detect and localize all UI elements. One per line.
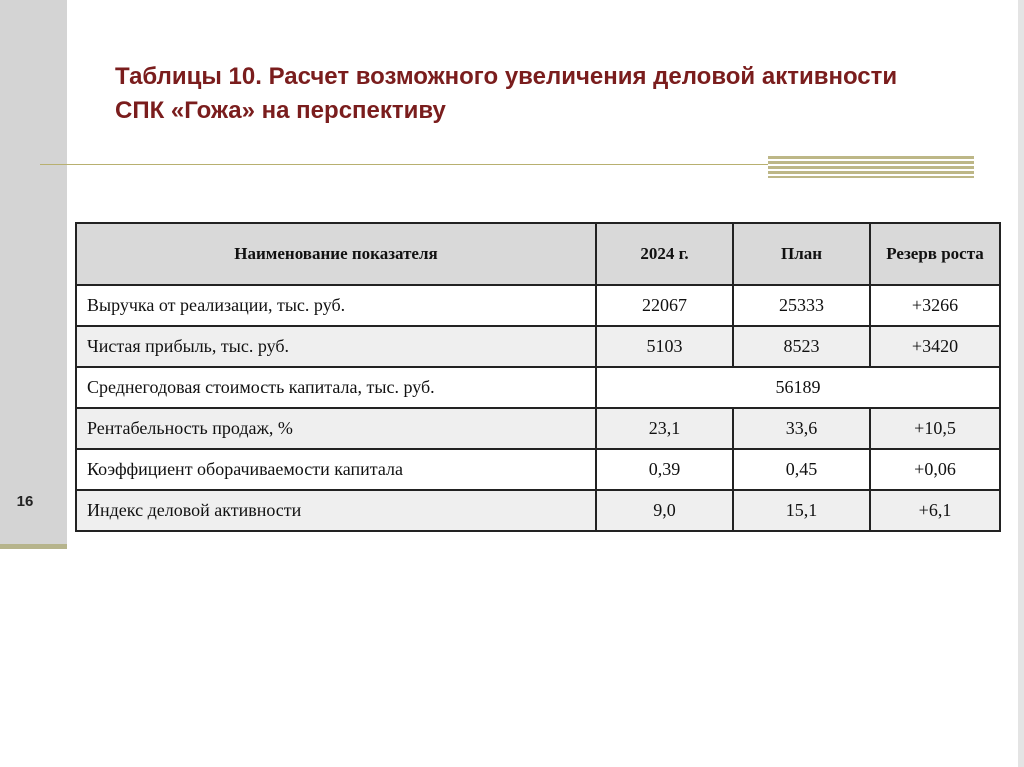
indicators-table [75,222,1001,532]
row-value-plan: 15,1 [733,490,870,531]
table-row [76,367,1000,408]
row-value-2024: 23,1 [596,408,733,449]
table-row [76,408,1000,449]
row-name: Рентабельность продаж, % [76,408,596,449]
row-value-2024: 5103 [596,326,733,367]
row-name: Индекс деловой активности [76,490,596,531]
row-name: Выручка от реализации, тыс. руб. [76,285,596,326]
row-value-2024: 22067 [596,285,733,326]
header-growth-reserve: Резерв роста [870,223,1000,285]
table-row [76,326,1000,367]
row-value-plan: 25333 [733,285,870,326]
row-value-plan: 33,6 [733,408,870,449]
slide-title: Таблицы 10. Расчет возможного увеличения деловой активности СПК «Гожа» на перспективу [115,63,898,124]
header-year-2024: 2024 г. [596,223,733,285]
title-accent-stripes [768,156,974,178]
left-sidebar-underline [0,544,67,549]
left-sidebar-bar [0,0,67,548]
row-value-reserve: +0,06 [870,449,1000,490]
header-indicator-name: Наименование показателя [76,223,596,285]
header-plan: План [733,223,870,285]
table-row [76,285,1000,326]
row-value-merged: 56189 [596,367,1000,408]
row-value-plan: 8523 [733,326,870,367]
row-name: Чистая прибыль, тыс. руб. [76,326,596,367]
row-value-2024: 0,39 [596,449,733,490]
row-value-2024: 9,0 [596,490,733,531]
row-name: Коэффициент оборачиваемости капитала [76,449,596,490]
table-header-row [76,223,1000,285]
row-value-reserve: +3266 [870,285,1000,326]
row-value-reserve: +10,5 [870,408,1000,449]
row-value-reserve: +6,1 [870,490,1000,531]
row-value-reserve: +3420 [870,326,1000,367]
right-edge-strip [1018,0,1024,767]
slide-number: 16 [16,493,34,510]
table-row [76,449,1000,490]
row-name: Среднегодовая стоимость капитала, тыс. руб. [76,367,596,408]
row-value-plan: 0,45 [733,449,870,490]
table-row [76,490,1000,531]
